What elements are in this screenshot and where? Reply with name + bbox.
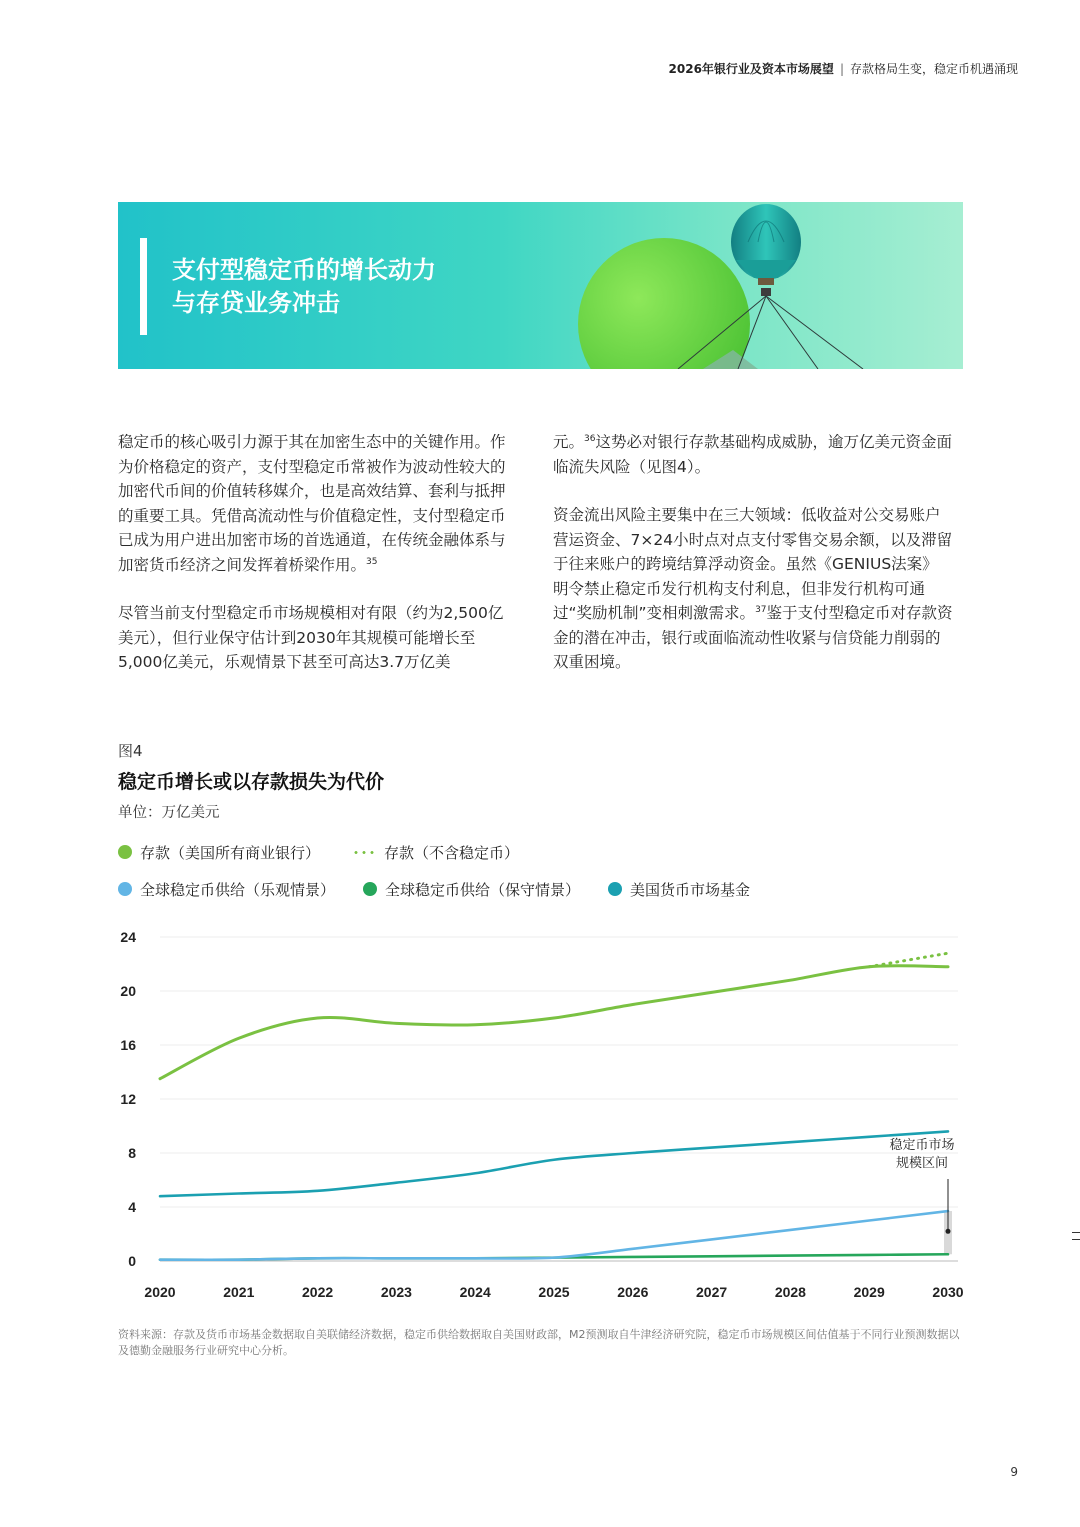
figure-label: 图4 <box>118 742 143 760</box>
figure-unit: 单位：万亿美元 <box>118 805 220 821</box>
x-tick-label: 2024 <box>459 1284 491 1300</box>
line-chart <box>110 925 980 1310</box>
paragraph-text: 稳定币的核心吸引力源于其在加密生态中的关键作用。作为价格稳定的资产，支付型稳定币常被作为波动性较大的加密代币间的价值转移媒介，也是高效结算、套利与抵押的重要工具。凭借高流动性与价值稳定性，支付型稳定币已成为用户进出加密市场的首选通道，在传统金融体系与加密货币经济之间发挥着桥梁作用。 <box>118 433 506 574</box>
annotation-dot <box>946 1229 951 1234</box>
x-tick-label: 2028 <box>774 1284 806 1300</box>
banner-accent-bar <box>140 238 147 335</box>
chart-legend-row-2 <box>118 878 778 900</box>
y-tick-label: 8 <box>128 1145 136 1161</box>
y-tick-label: 16 <box>120 1037 136 1053</box>
stablecoin-optimistic-line <box>160 1211 948 1260</box>
banner-title <box>172 254 436 320</box>
legend-label: 全球稳定币供给（保守情景） <box>385 880 581 899</box>
paragraph: 尽管当前支付型稳定币市场规模相对有限（约为2,500亿美元），但行业保守估计到2030年其规模可能增长至5,000亿美元，乐观情景下甚至可高达3.7万亿美 <box>118 604 504 671</box>
y-tick-label: 0 <box>128 1253 136 1269</box>
legend-label: 存款（美国所有商业银行） <box>140 843 321 862</box>
paragraph-text: 资金流出风险主要集中在三大领域：低收益对公交易账户营运资金、7×24小时点对点支付零售交易余额，以及滞留于往来账户的跨境结算浮动资金。虽然《GENIUS法案》明令禁止稳定币发行机构支付利息，但非发行机构可通过“奖励机制”变相刺激需求。 <box>553 506 953 622</box>
mmf-line <box>160 1131 948 1196</box>
legend-item-stable-optimistic <box>118 879 335 900</box>
x-tick-label: 2025 <box>538 1284 570 1300</box>
report-title: 2026年银行业及资本市场展望 <box>668 62 834 76</box>
footnote-ref: 37 <box>755 604 767 615</box>
legend-dotted-line-icon <box>352 851 376 854</box>
paragraph <box>118 430 518 577</box>
annotation-label-line1: 稳定币市场 <box>889 1138 955 1154</box>
chart-legend-row-1 <box>118 841 547 863</box>
x-tick-label: 2022 <box>302 1284 334 1300</box>
annotation-label-line2: 规模区间 <box>895 1156 949 1172</box>
paragraph <box>553 430 953 479</box>
section-banner <box>118 202 963 369</box>
legend-dot-icon <box>608 882 622 896</box>
legend-label: 美国货币市场基金 <box>630 880 751 899</box>
legend-dot-icon <box>118 845 132 859</box>
body-column-right <box>553 430 953 699</box>
footnote-ref: 35 <box>366 556 378 567</box>
x-tick-label: 2029 <box>853 1284 885 1300</box>
legend-item-stable-conservative <box>363 879 580 900</box>
banner-title-line1: 支付型稳定币的增长动力 <box>172 256 436 284</box>
legend-item-deposits-ex <box>352 842 519 863</box>
legend-item-mmf <box>608 879 750 900</box>
source-note: 资料来源：存款及货币市场基金数据取自美联储经济数据，稳定币供给数据取自美国财政部，M2预测取自牛津经济研究院，稳定币市场规模区间估值基于不同行业预测数据以及德勤金融服务行业研究中心分析。 <box>118 1328 960 1357</box>
deposits-all-line <box>160 966 948 1079</box>
footnote-ref: 36 <box>584 433 596 444</box>
paragraph-text: 这势必对银行存款基础构成威胁，逾万亿美元资金面临流失风险（见图4）。 <box>553 433 952 476</box>
body-column-left <box>118 430 518 699</box>
x-tick-label: 2030 <box>932 1284 964 1300</box>
y-tick-label: 12 <box>120 1091 136 1107</box>
y-tick-label: 20 <box>120 983 136 999</box>
x-tick-label: 2020 <box>144 1284 176 1300</box>
paragraph-text: 元。 <box>553 433 585 451</box>
x-tick-label: 2023 <box>380 1284 412 1300</box>
running-header <box>669 60 1018 77</box>
figure-title: 稳定币增长或以存款损失为代价 <box>118 771 385 793</box>
x-tick-label: 2027 <box>696 1284 728 1300</box>
paragraph-text: 鉴于支付型稳定币对存款资金的潜在冲击，银行或面临流动性收紧与信贷能力削弱的双重困境。 <box>553 604 953 671</box>
paragraph <box>553 503 953 675</box>
banner-title-line2: 与存贷业务冲击 <box>172 289 340 317</box>
legend-dot-icon <box>118 882 132 896</box>
edge-mark <box>1072 1232 1080 1240</box>
legend-label: 全球稳定币供给（乐观情景） <box>140 880 336 899</box>
legend-label: 存款（不含稳定币） <box>384 843 520 862</box>
x-tick-label: 2026 <box>617 1284 649 1300</box>
x-tick-label: 2021 <box>223 1284 255 1300</box>
legend-dot-icon <box>363 882 377 896</box>
report-subtitle: 存款格局生变，稳定币机遇涌现 <box>849 62 1018 76</box>
y-tick-label: 4 <box>128 1199 136 1215</box>
y-tick-label: 24 <box>120 929 136 945</box>
green-circle-shape <box>578 238 750 369</box>
page-number: 9 <box>1010 1465 1018 1479</box>
header-separator: | <box>839 62 844 76</box>
legend-item-deposits-all <box>118 842 320 863</box>
